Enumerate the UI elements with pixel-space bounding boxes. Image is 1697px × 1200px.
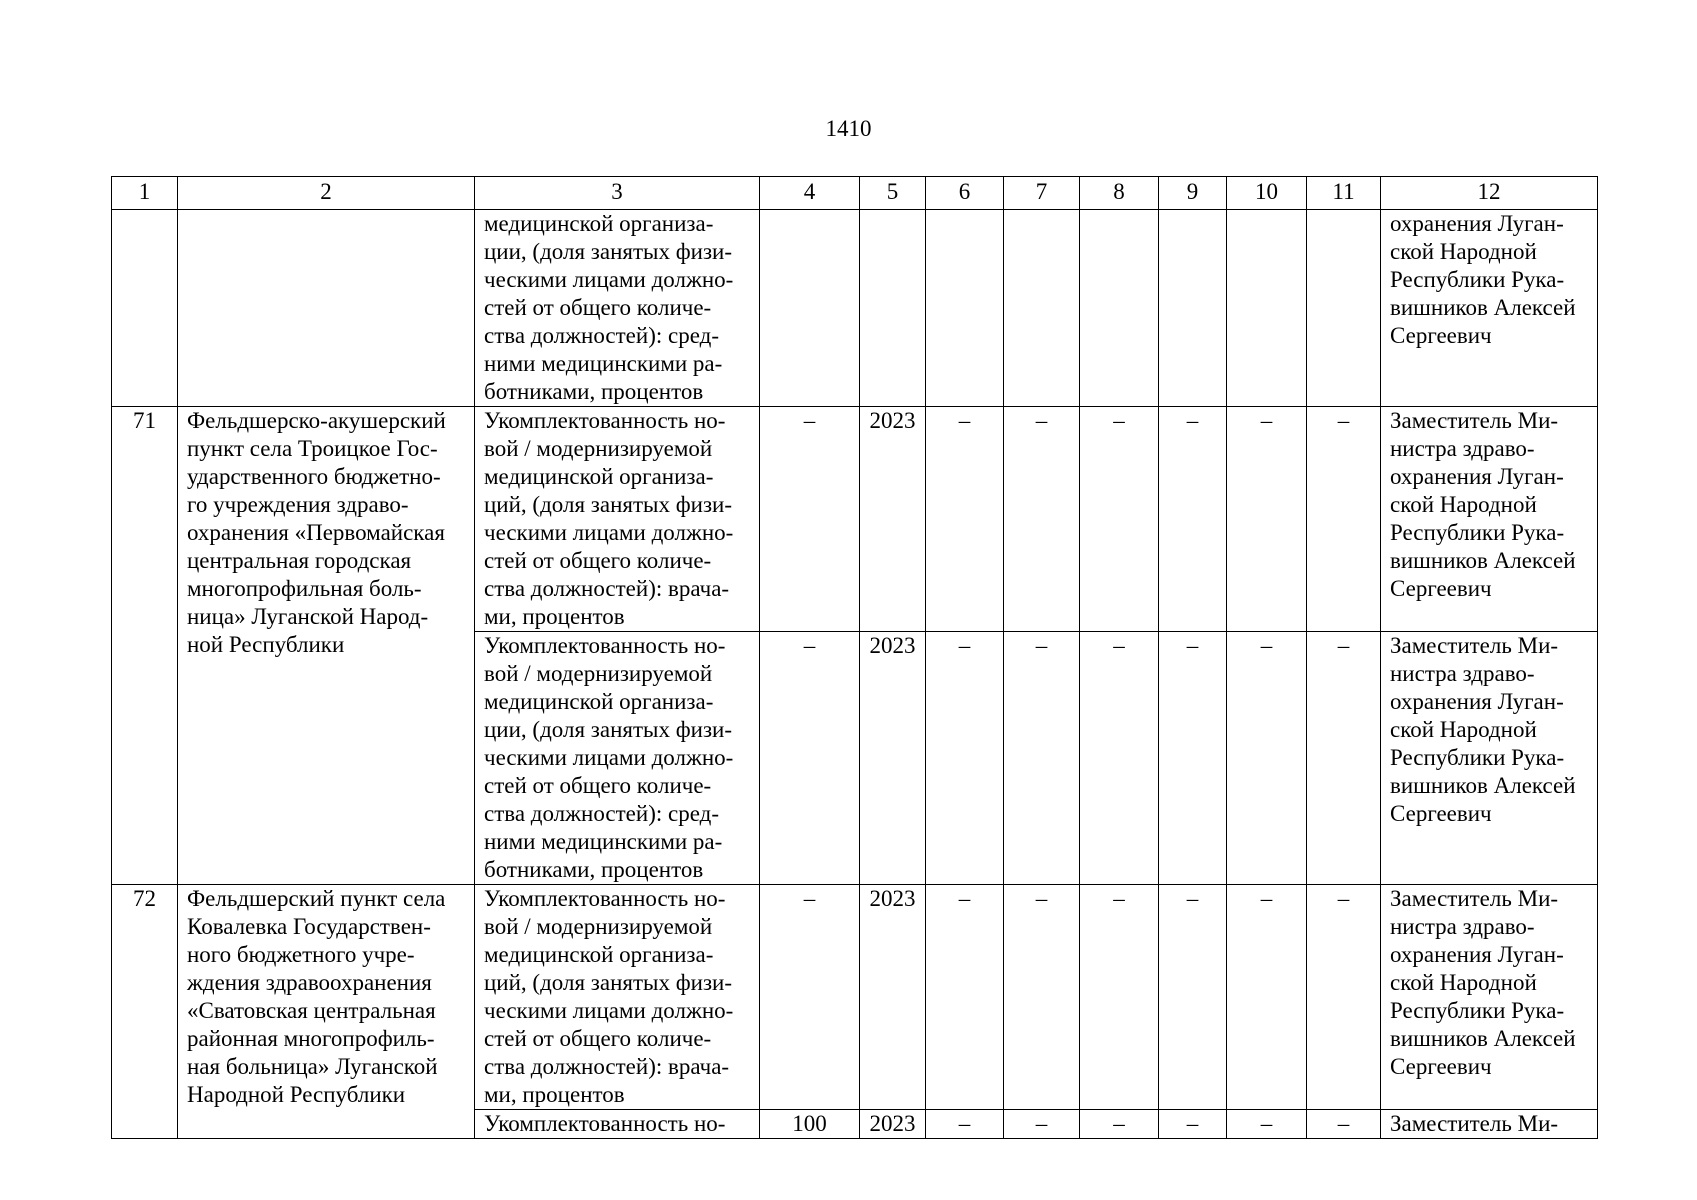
header-col-11: 11: [1307, 177, 1381, 210]
text-line: Укомплектованность но-: [484, 886, 726, 911]
value-cell-7: –: [1004, 1110, 1080, 1139]
text-line: Республики Рука-: [1390, 745, 1565, 770]
text-line: районная многопрофиль-: [187, 1026, 435, 1051]
header-col-12: 12: [1381, 177, 1598, 210]
value-cell-11: –: [1307, 632, 1381, 885]
cont-cell-7: [1004, 210, 1080, 407]
value-cell-11: –: [1307, 1110, 1381, 1139]
organization-cell: [178, 885, 475, 1139]
header-col-6: 6: [926, 177, 1004, 210]
cont-indicator-cell: [475, 210, 760, 407]
text-line: медицинской организа-: [484, 689, 714, 714]
cont-cell-8: [1080, 210, 1159, 407]
value-cell-5: 2023: [860, 1110, 926, 1139]
text-line: стей от общего количе-: [484, 548, 712, 573]
header-col-9: 9: [1159, 177, 1227, 210]
text-line: Республики Рука-: [1390, 520, 1565, 545]
header-col-5: 5: [860, 177, 926, 210]
text-line: Заместитель Ми-: [1390, 633, 1559, 658]
value-cell-10: –: [1227, 407, 1307, 632]
header-col-4: 4: [760, 177, 860, 210]
text-line: Ковалевка Государствен-: [187, 914, 431, 939]
value-cell-9: –: [1159, 407, 1227, 632]
cont-responsible-cell: [1381, 210, 1598, 407]
value-cell-4: –: [760, 632, 860, 885]
text-line: ними медицинскими ра-: [484, 351, 723, 376]
row-number-cell: 71: [112, 407, 178, 885]
text-line: стей от общего количе-: [484, 295, 712, 320]
value-cell-6: –: [926, 885, 1004, 1110]
text-line: ница» Луганской Народ-: [187, 604, 429, 629]
text-line: ботниками, процентов: [484, 857, 704, 882]
page-number: 1410: [825, 116, 872, 141]
text-line: Республики Рука-: [1390, 267, 1565, 292]
text-line: ской Народной: [1390, 239, 1537, 264]
text-line: Республики Рука-: [1390, 998, 1565, 1023]
table-row: [112, 407, 1598, 632]
text-line: центральная городская: [187, 548, 412, 573]
text-line: ства должностей): врача-: [484, 1054, 730, 1079]
text-line: нистра здраво-: [1390, 914, 1535, 939]
text-line: Укомплектованность но-: [484, 1111, 726, 1136]
responsible-cell: [1381, 1110, 1598, 1139]
value-cell-10: –: [1227, 632, 1307, 885]
text-line: ческими лицами должно-: [484, 745, 734, 770]
text-line: Сергеевич: [1390, 1054, 1492, 1079]
value-cell-4: –: [760, 407, 860, 632]
text-line: Сергеевич: [1390, 801, 1492, 826]
row-number-cell: 72: [112, 885, 178, 1139]
text-line: вишников Алексей: [1390, 295, 1576, 320]
text-line: ций, (доля занятых физи-: [484, 492, 732, 517]
indicators-table: [111, 176, 1598, 1139]
text-line: медицинской организа-: [484, 464, 714, 489]
text-line: Укомплектованность но-: [484, 633, 726, 658]
text-line: Фельдшерский пункт села: [187, 886, 446, 911]
text-line: вишников Алексей: [1390, 773, 1576, 798]
text-line: вишников Алексей: [1390, 1026, 1576, 1051]
header-col-7: 7: [1004, 177, 1080, 210]
text-line: ми, процентов: [484, 1082, 625, 1107]
value-cell-5: 2023: [860, 885, 926, 1110]
text-line: охранения «Первомайская: [187, 520, 445, 545]
value-cell-9: –: [1159, 885, 1227, 1110]
text-line: ботниками, процентов: [484, 379, 704, 404]
value-cell-7: –: [1004, 632, 1080, 885]
value-cell-10: –: [1227, 885, 1307, 1110]
indicator-cell: [475, 407, 760, 632]
value-cell-11: –: [1307, 885, 1381, 1110]
text-line: ного бюджетного учре-: [187, 942, 415, 967]
text-line: медицинской организа-: [484, 942, 714, 967]
text-line: Сергеевич: [1390, 323, 1492, 348]
text-line: нистра здраво-: [1390, 436, 1535, 461]
header-col-8: 8: [1080, 177, 1159, 210]
text-line: Заместитель Ми-: [1390, 886, 1559, 911]
value-cell-8: –: [1080, 407, 1159, 632]
text-line: ции, (доля занятых физи-: [484, 717, 732, 742]
text-line: медицинской организа-: [484, 211, 714, 236]
text-line: нистра здраво-: [1390, 661, 1535, 686]
cont-cell-4: [760, 210, 860, 407]
text-line: ской Народной: [1390, 492, 1537, 517]
text-line: Заместитель Ми-: [1390, 408, 1559, 433]
value-cell-7: –: [1004, 407, 1080, 632]
text-line: ческими лицами должно-: [484, 520, 734, 545]
value-cell-11: –: [1307, 407, 1381, 632]
text-line: ской Народной: [1390, 970, 1537, 995]
text-line: Фельдшерско-акушерский: [187, 408, 446, 433]
organization-cell: [178, 407, 475, 885]
indicator-cell: [475, 885, 760, 1110]
text-line: ства должностей): сред-: [484, 323, 719, 348]
value-cell-6: –: [926, 632, 1004, 885]
text-line: ства должностей): врача-: [484, 576, 730, 601]
value-cell-9: –: [1159, 632, 1227, 885]
text-line: вишников Алексей: [1390, 548, 1576, 573]
value-cell-6: –: [926, 407, 1004, 632]
text-line: ской Народной: [1390, 717, 1537, 742]
indicator-cell: [475, 632, 760, 885]
header-col-2: 2: [178, 177, 475, 210]
value-cell-6: –: [926, 1110, 1004, 1139]
text-line: охранения Луган-: [1390, 689, 1564, 714]
text-line: ударственного бюджетно-: [187, 464, 441, 489]
cont-cell-9: [1159, 210, 1227, 407]
cont-org-cell: [178, 210, 475, 407]
cont-cell-5: [860, 210, 926, 407]
text-line: охранения Луган-: [1390, 464, 1564, 489]
value-cell-5: 2023: [860, 632, 926, 885]
table-row: [112, 885, 1598, 1110]
responsible-cell: [1381, 407, 1598, 632]
value-cell-8: –: [1080, 1110, 1159, 1139]
text-line: ной Республики: [187, 632, 345, 657]
text-line: ческими лицами должно-: [484, 267, 734, 292]
value-cell-9: –: [1159, 1110, 1227, 1139]
text-line: охранения Луган-: [1390, 942, 1564, 967]
value-cell-4: –: [760, 885, 860, 1110]
text-line: стей от общего количе-: [484, 773, 712, 798]
responsible-cell: [1381, 885, 1598, 1110]
text-line: Сергеевич: [1390, 576, 1492, 601]
value-cell-4: 100: [760, 1110, 860, 1139]
header-col-10: 10: [1227, 177, 1307, 210]
text-line: Народной Республики: [187, 1082, 406, 1107]
text-line: ная больница» Луганской: [187, 1054, 438, 1079]
value-cell-8: –: [1080, 632, 1159, 885]
text-line: вой / модернизируемой: [484, 914, 713, 939]
text-line: ства должностей): сред-: [484, 801, 719, 826]
indicator-cell: [475, 1110, 760, 1139]
header-row: [112, 177, 1598, 210]
value-cell-7: –: [1004, 885, 1080, 1110]
cont-cell-6: [926, 210, 1004, 407]
text-line: Укомплектованность но-: [484, 408, 726, 433]
continuation-row: [112, 210, 1598, 407]
text-line: ними медицинскими ра-: [484, 829, 723, 854]
text-line: Заместитель Ми-: [1390, 1111, 1559, 1136]
value-cell-8: –: [1080, 885, 1159, 1110]
text-line: ческими лицами должно-: [484, 998, 734, 1023]
text-line: ждения здравоохранения: [187, 970, 432, 995]
text-line: охранения Луган-: [1390, 211, 1564, 236]
cont-cell-10: [1227, 210, 1307, 407]
header-col-1: 1: [112, 177, 178, 210]
cont-num-cell: [112, 210, 178, 407]
text-line: многопрофильная боль-: [187, 576, 422, 601]
responsible-cell: [1381, 632, 1598, 885]
value-cell-10: –: [1227, 1110, 1307, 1139]
text-line: «Сватовская центральная: [187, 998, 436, 1023]
text-line: вой / модернизируемой: [484, 661, 713, 686]
cont-cell-11: [1307, 210, 1381, 407]
text-line: вой / модернизируемой: [484, 436, 713, 461]
header-col-3: 3: [475, 177, 760, 210]
text-line: пункт села Троицкое Гос-: [187, 436, 438, 461]
value-cell-5: 2023: [860, 407, 926, 632]
text-line: ций, (доля занятых физи-: [484, 970, 732, 995]
text-line: ции, (доля занятых физи-: [484, 239, 732, 264]
text-line: стей от общего количе-: [484, 1026, 712, 1051]
text-line: го учреждения здраво-: [187, 492, 409, 517]
text-line: ми, процентов: [484, 604, 625, 629]
